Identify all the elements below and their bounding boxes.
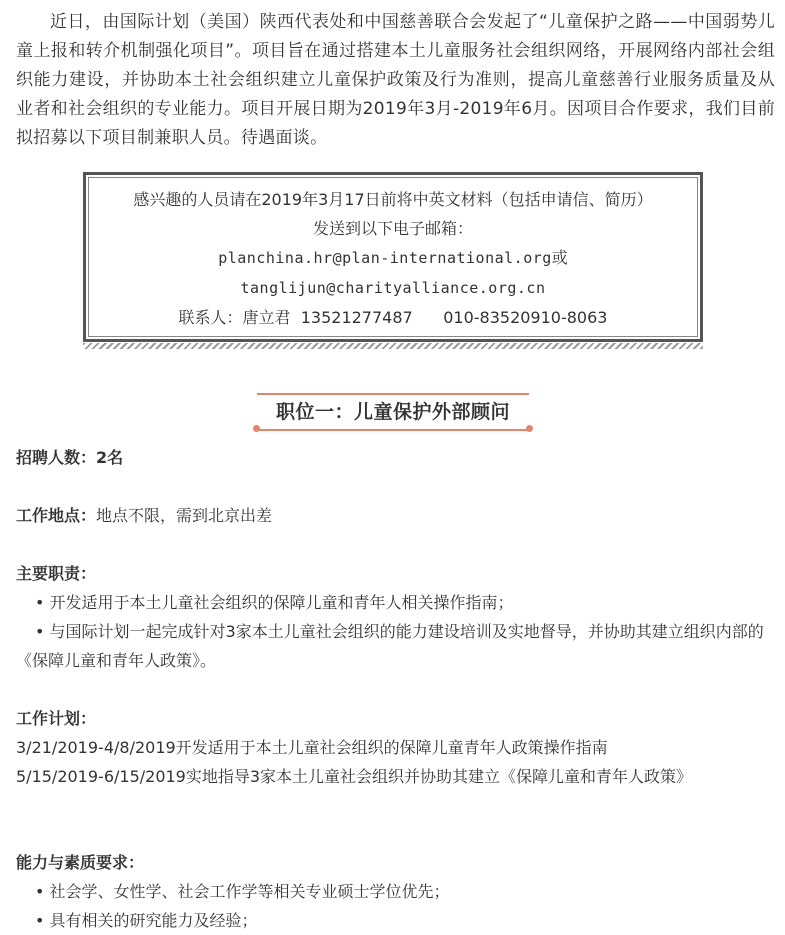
email-separator: 或 bbox=[551, 248, 568, 267]
duty-item: • 开发适用于本土儿童社会组织的保障儿童和青年人相关操作指南； bbox=[35, 593, 514, 612]
intro-paragraph: 近日，由国际计划（美国）陕西代表处和中国慈善联合会发起了“儿童保护之路——中国弱势儿童上报和转介机制强化项目”。项目旨在通过搭建本土儿童服务社会组织网络，开展网络内部社会组织能力建设，并协助本土社会组织建立儿童保护政策及行为准则，提高儿童慈善行业服务质量及从业者和社会组织的专业能力。项目开展日期为2019年3月-2019年6月。因项目合作要求，我们目前拟招募以下项目制兼职人员。待遇面谈。 bbox=[16, 12, 775, 148]
plan-item: 3/21/2019-4/8/2019开发适用于本土儿童社会组织的保障儿童青年人政策操作指南 bbox=[16, 738, 608, 757]
contact-phone-landline: 010-83520910-8063 bbox=[443, 308, 608, 327]
contact-send-to: 发送到以下电子邮箱： bbox=[312, 219, 473, 238]
heading-rule-bottom bbox=[257, 429, 529, 431]
headcount-value: 2名 bbox=[96, 448, 124, 467]
requirements-label: 能力与素质要求： bbox=[16, 853, 145, 872]
contact-email-line-2 bbox=[86, 273, 700, 303]
headcount-label: 招聘人数： bbox=[16, 448, 97, 467]
position-heading bbox=[257, 393, 529, 431]
duties-label: 主要职责： bbox=[16, 564, 97, 583]
duty-item: • 与国际计划一起完成针对3家本土儿童社会组织的能力建设培训及实地督导，并协助其建立组织内部的《保障儿童和青年人政策》。 bbox=[16, 622, 764, 670]
location-label: 工作地点： bbox=[16, 506, 97, 525]
location-value: 地点不限，需到北京出差 bbox=[96, 506, 273, 525]
contact-lines bbox=[86, 185, 700, 332]
heading-dot-left bbox=[253, 425, 260, 432]
email-link-charityalliance[interactable]: tanglijun@charityalliance.org.cn bbox=[240, 279, 546, 297]
contact-email-line-1 bbox=[86, 243, 700, 273]
plan-item: 5/15/2019-6/15/2019实地指导3家本土儿童社会组织并协助其建立《保障儿童和青年人政策》 bbox=[16, 767, 693, 786]
contact-box bbox=[83, 172, 703, 342]
heading-dot-right bbox=[526, 425, 533, 432]
requirement-item: • 具有相关的研究能力及经验； bbox=[35, 911, 258, 930]
contact-phone-mobile: 13521277487 bbox=[300, 308, 413, 327]
position-title: 职位一：儿童保护外部顾问 bbox=[275, 401, 510, 423]
plan-label: 工作计划： bbox=[16, 709, 97, 728]
heading-rule-top bbox=[257, 393, 529, 395]
email-link-plan[interactable]: planchina.hr@plan-international.org bbox=[218, 249, 552, 267]
contact-person: 联系人：唐立君 bbox=[178, 308, 291, 327]
headcount-section bbox=[16, 443, 776, 472]
requirement-item: • 社会学、女性学、社会工作学等相关专业硕士学位优先； bbox=[35, 882, 450, 901]
location-section bbox=[16, 501, 776, 530]
contact-instruction: 感兴趣的人员请在2019年3月17日前将中英文材料（包括申请信、简历） bbox=[133, 190, 653, 209]
requirements-section bbox=[16, 848, 776, 935]
duties-section bbox=[16, 559, 776, 675]
plan-section bbox=[16, 704, 776, 791]
contact-person-line bbox=[86, 303, 700, 332]
